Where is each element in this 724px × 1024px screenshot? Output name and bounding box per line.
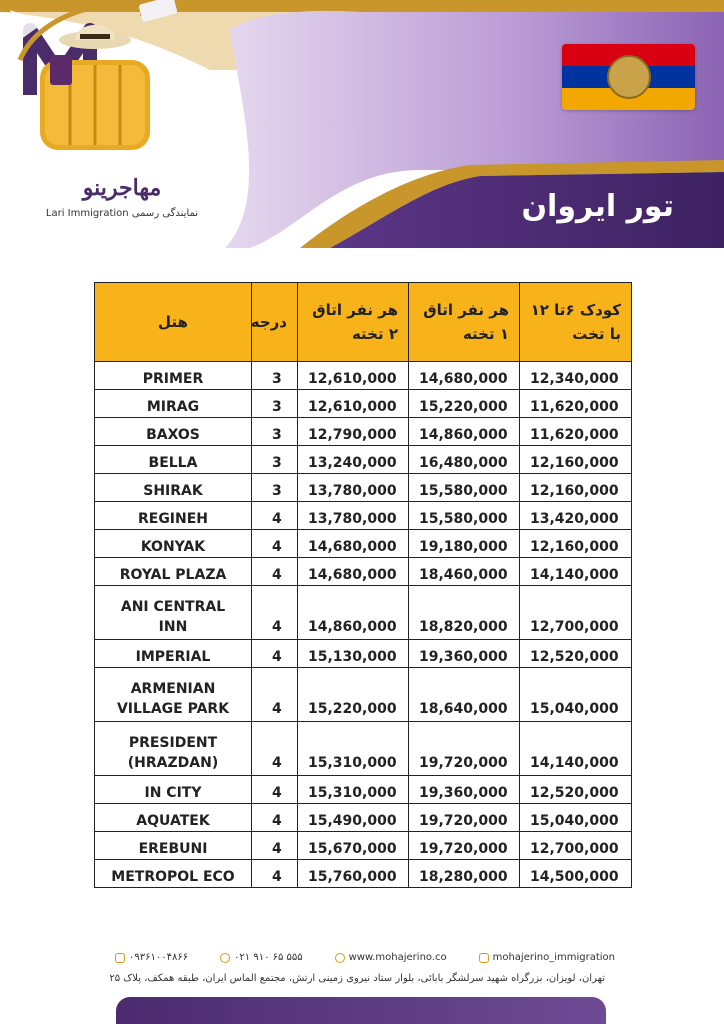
cell-child: 12,340,000 [520, 362, 632, 390]
cell-single: 19,720,000 [409, 804, 520, 832]
cell-single: 14,860,000 [409, 418, 520, 446]
table-row [95, 832, 632, 860]
cell-double: 14,680,000 [298, 558, 409, 586]
cell-grade: 4 [252, 558, 298, 586]
header-child: کودک ۶تا ۱۲ با تخت [520, 283, 632, 362]
cell-grade: 4 [252, 502, 298, 530]
cell-hotel: IN CITY [95, 776, 252, 804]
cell-grade: 3 [252, 446, 298, 474]
cell-child: 11,620,000 [520, 390, 632, 418]
cell-single: 19,360,000 [409, 640, 520, 668]
table-row [95, 446, 632, 474]
globe-icon [335, 953, 345, 963]
cell-hotel: AQUATEK [95, 804, 252, 832]
cell-child: 14,140,000 [520, 558, 632, 586]
cell-grade: 3 [252, 474, 298, 502]
cell-double: 13,780,000 [298, 474, 409, 502]
cell-hotel: SHIRAK [95, 474, 252, 502]
cell-grade: 4 [252, 776, 298, 804]
cell-child: 14,140,000 [520, 722, 632, 776]
cell-double: 13,240,000 [298, 446, 409, 474]
mobile-icon [115, 953, 125, 963]
header-double: هر نفر اتاق ۲ تخته [298, 283, 409, 362]
cell-hotel: METROPOL ECO [95, 860, 252, 888]
cell-grade: 4 [252, 832, 298, 860]
brand-subtitle: نمایندگی رسمی Lari Immigration [45, 208, 199, 219]
cell-grade: 4 [252, 640, 298, 668]
table-row [95, 776, 632, 804]
table-row [95, 804, 632, 832]
instagram-handle: mohajerino_immigration [492, 952, 615, 963]
table-row [95, 722, 632, 776]
cell-double: 15,490,000 [298, 804, 409, 832]
cell-hotel: PRIMER [95, 362, 252, 390]
cell-hotel: BELLA [95, 446, 252, 474]
cell-child: 12,700,000 [520, 586, 632, 640]
cell-grade: 4 [252, 586, 298, 640]
table-row [95, 502, 632, 530]
table-row [95, 668, 632, 722]
cell-single: 19,720,000 [409, 832, 520, 860]
cell-grade: 4 [252, 804, 298, 832]
cell-double: 14,860,000 [298, 586, 409, 640]
address: تهران، لویزان، بزرگراه شهید سرلشگر بابائی، بلوار ستاد نیروی زمینی ارتش، مجتمع الماس ایران، طبقه همکف، پلاک ۲۵ [109, 973, 605, 984]
instagram-link[interactable] [479, 952, 615, 963]
cell-double: 15,310,000 [298, 722, 409, 776]
cell-grade: 3 [252, 390, 298, 418]
phone-icon [220, 953, 230, 963]
cell-single: 18,640,000 [409, 668, 520, 722]
cell-child: 15,040,000 [520, 804, 632, 832]
table-header-row [95, 283, 632, 362]
cell-single: 14,680,000 [409, 362, 520, 390]
cell-double: 12,610,000 [298, 362, 409, 390]
cell-hotel: ARMENIAN VILLAGE PARK [95, 668, 252, 722]
cell-grade: 3 [252, 418, 298, 446]
website-link[interactable] [335, 952, 447, 963]
cell-child: 11,620,000 [520, 418, 632, 446]
cell-double: 14,680,000 [298, 530, 409, 558]
cell-hotel: IMPERIAL [95, 640, 252, 668]
cell-child: 12,160,000 [520, 446, 632, 474]
contact-line [115, 952, 615, 963]
cell-single: 18,820,000 [409, 586, 520, 640]
cell-single: 15,580,000 [409, 502, 520, 530]
mobile-number: ۰۹۳۶۱۰۰۴۸۶۶ [129, 952, 189, 963]
cell-single: 15,220,000 [409, 390, 520, 418]
coat-of-arms-icon [607, 55, 651, 99]
cell-hotel: ROYAL PLAZA [95, 558, 252, 586]
cell-single: 18,460,000 [409, 558, 520, 586]
website-url: www.mohajerino.co [348, 952, 447, 963]
cell-single: 15,580,000 [409, 474, 520, 502]
header-grade: درجه [252, 283, 298, 362]
footer-bar [116, 997, 606, 1024]
cell-hotel: PRESIDENT (HRAZDAN) [95, 722, 252, 776]
table-row [95, 860, 632, 888]
phone-contact[interactable] [220, 952, 303, 963]
header-banner [0, 0, 724, 250]
mobile-contact[interactable] [115, 952, 188, 963]
table-row [95, 418, 632, 446]
cell-single: 19,360,000 [409, 776, 520, 804]
instagram-icon [479, 953, 489, 963]
table-row [95, 558, 632, 586]
cell-grade: 4 [252, 668, 298, 722]
page-title: تور ایروان [521, 189, 674, 224]
cell-hotel: REGINEH [95, 502, 252, 530]
table-row [95, 362, 632, 390]
cell-child: 12,160,000 [520, 474, 632, 502]
cell-double: 15,670,000 [298, 832, 409, 860]
cell-hotel: BAXOS [95, 418, 252, 446]
cell-child: 12,520,000 [520, 640, 632, 668]
price-table [94, 282, 632, 888]
suitcase-illustration [0, 0, 190, 170]
cell-hotel: MIRAG [95, 390, 252, 418]
cell-hotel: EREBUNI [95, 832, 252, 860]
cell-child: 15,040,000 [520, 668, 632, 722]
header-single: هر نفر اتاق ۱ تخته [409, 283, 520, 362]
table-row [95, 586, 632, 640]
cell-single: 16,480,000 [409, 446, 520, 474]
cell-double: 15,130,000 [298, 640, 409, 668]
cell-grade: 4 [252, 860, 298, 888]
cell-child: 12,700,000 [520, 832, 632, 860]
brand-name: مهاجرینو [82, 175, 162, 201]
cell-grade: 3 [252, 362, 298, 390]
cell-grade: 4 [252, 530, 298, 558]
phone-number: ۰۲۱ ۹۱۰ ۶۵ ۵۵۵ [234, 952, 303, 963]
header-hotel: هتل [95, 283, 252, 362]
cell-single: 19,180,000 [409, 530, 520, 558]
cell-double: 12,610,000 [298, 390, 409, 418]
cell-single: 18,280,000 [409, 860, 520, 888]
cell-double: 12,790,000 [298, 418, 409, 446]
table-row [95, 474, 632, 502]
cell-hotel: KONYAK [95, 530, 252, 558]
cell-child: 12,520,000 [520, 776, 632, 804]
table-row [95, 530, 632, 558]
cell-child: 14,500,000 [520, 860, 632, 888]
armenia-flag [562, 44, 695, 110]
cell-child: 13,420,000 [520, 502, 632, 530]
cell-double: 15,220,000 [298, 668, 409, 722]
cell-single: 19,720,000 [409, 722, 520, 776]
cell-double: 13,780,000 [298, 502, 409, 530]
cell-grade: 4 [252, 722, 298, 776]
cell-double: 15,760,000 [298, 860, 409, 888]
cell-double: 15,310,000 [298, 776, 409, 804]
cell-child: 12,160,000 [520, 530, 632, 558]
table-row [95, 640, 632, 668]
table-row [95, 390, 632, 418]
cell-hotel: ANI CENTRAL INN [95, 586, 252, 640]
